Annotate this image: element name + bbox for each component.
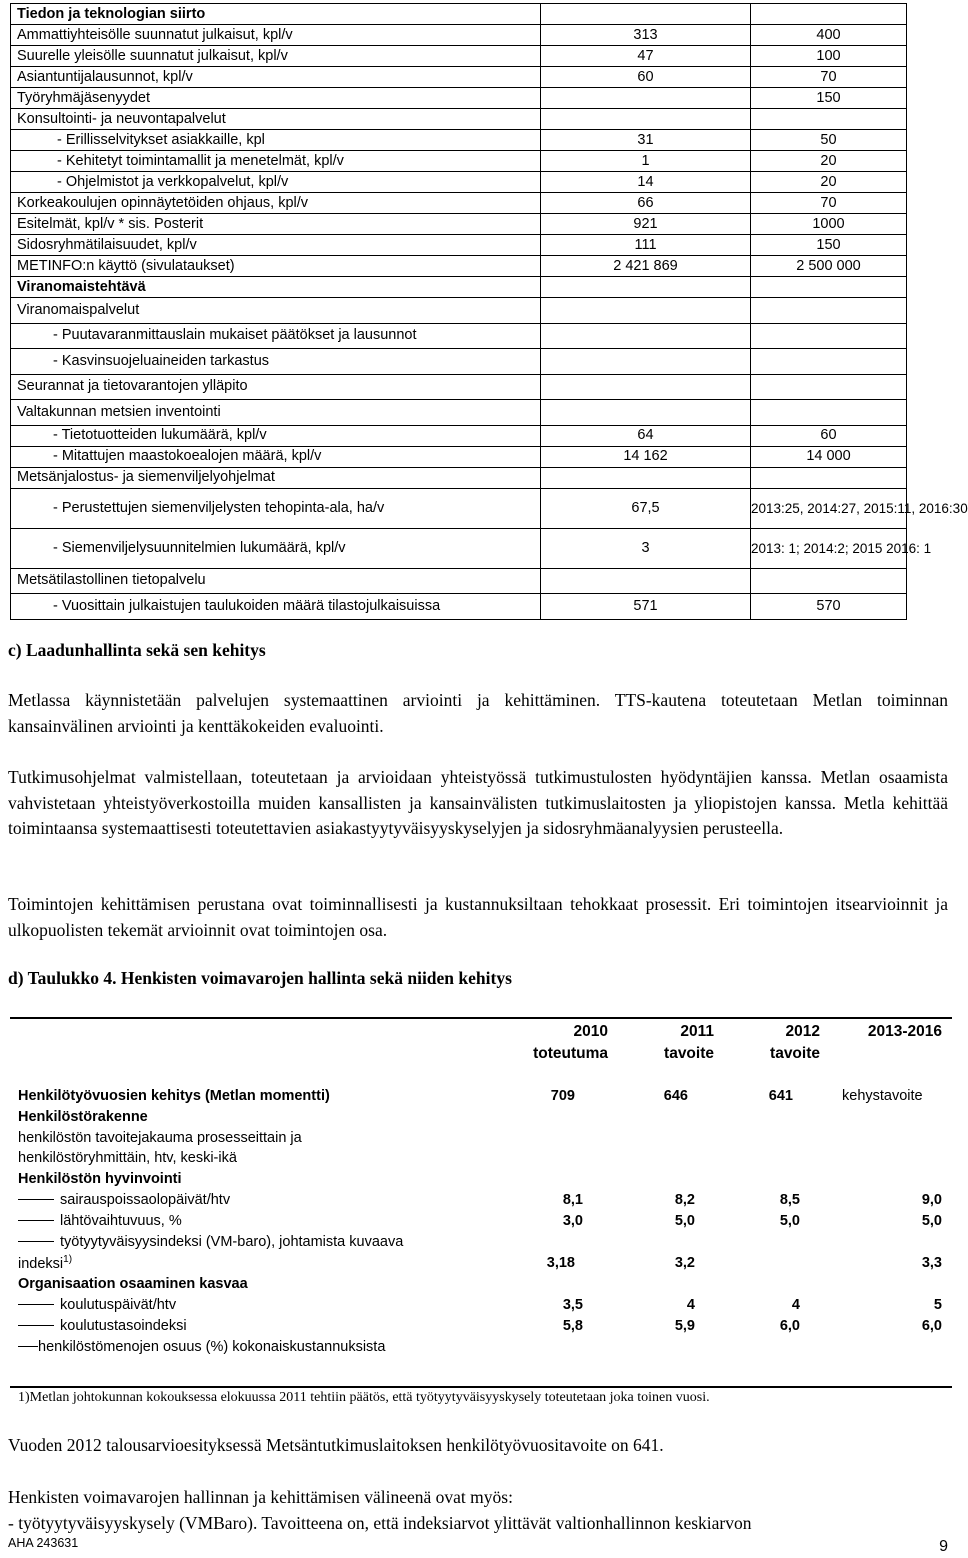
row-label: - Mitattujen maastokoealojen määrä, kpl/v [11, 446, 541, 467]
row-label-text: työtyytyväisyysindeksi (VM-baro), johtamista kuvaava [60, 1234, 404, 1250]
table-bottom-rule [10, 1386, 952, 1388]
value-2010: 1 [541, 151, 751, 172]
value-target: 14 000 [751, 446, 907, 467]
row-value: 8,2 [674, 1192, 695, 1208]
value-2010: 2 421 869 [541, 256, 751, 277]
row-label: Suurelle yleisölle suunnatut julkaisut, kpl/v [11, 46, 541, 67]
row-label: Henkilötyövuosien kehitys (Metlan momentti) [18, 1088, 330, 1104]
paragraph-tools-line2: - työtyytyväisyyskysely (VMBaro). Tavoitteena on, että indeksiarvot ylittävät valtionhallinnon keskiarvon [8, 1512, 752, 1533]
row-label: - Vuosittain julkaistujen taulukoiden määrä tilastojulkaisuissa [11, 594, 541, 620]
paragraph-tools [8, 1485, 948, 1536]
row-label: - Perustettujen siemenviljelysten tehopinta-ala, ha/v [11, 488, 541, 528]
value-2010: 60 [541, 67, 751, 88]
col-header-type: tavoite [664, 1045, 714, 1062]
row-value: 3,5 [562, 1297, 583, 1313]
row-value: 3,18 [546, 1255, 575, 1271]
value-target: 50 [751, 130, 907, 151]
row-value: 5,0 [921, 1213, 942, 1229]
row-label: Konsultointi- ja neuvontapalvelut [11, 109, 541, 130]
col-header-2012 [736, 1021, 820, 1065]
row-value: 4 [686, 1297, 695, 1313]
table-row [11, 594, 907, 620]
row-value: 8,5 [779, 1192, 800, 1208]
value-target: 1000 [751, 214, 907, 235]
value-2010: 31 [541, 130, 751, 151]
footnote-marker: 1) [63, 1254, 73, 1265]
row-label-text: koulutustasoindeksi [60, 1318, 187, 1334]
value-2010 [541, 568, 751, 594]
col-header-2010 [518, 1021, 608, 1065]
table-row [11, 467, 907, 488]
row-label: Valtakunnan metsien inventointi [11, 400, 541, 426]
row-label-text: sairauspoissaolopäivät/htv [60, 1192, 231, 1208]
row-label: Viranomaistehtävä [11, 277, 541, 298]
value-2010 [541, 349, 751, 375]
value-2010: 313 [541, 25, 751, 46]
row-label: Metsänjalostus- ja siemenviljelyohjelmat [11, 467, 541, 488]
row-value: 6,0 [779, 1318, 800, 1334]
row-label: Esitelmät, kpl/v * sis. Posterit [11, 214, 541, 235]
paragraph-htv-target: Vuoden 2012 talousarvioesityksessä Metsäntutkimuslaitoksen henkilötyövuositavoite on 641. [8, 1435, 664, 1455]
value-2010 [541, 467, 751, 488]
value-target: 150 [751, 235, 907, 256]
value-target: 400 [751, 25, 907, 46]
row-label: - Ohjelmistot ja verkkopalvelut, kpl/v [11, 172, 541, 193]
value-target [751, 467, 907, 488]
value-target [751, 109, 907, 130]
row-label: Metsätilastollinen tietopalvelu [11, 568, 541, 594]
document-code: AHA 243631 [8, 1536, 79, 1550]
value-target [751, 349, 907, 375]
col-header-year: 2011 [680, 1023, 714, 1040]
value-2010 [541, 109, 751, 130]
table-row [11, 277, 907, 298]
value-target [751, 374, 907, 400]
table-row [11, 67, 907, 88]
table-row [11, 151, 907, 172]
row-label: Tiedon ja teknologian siirto [11, 4, 541, 25]
dash-line [18, 1346, 38, 1347]
value-target [751, 277, 907, 298]
row-value: 3,2 [674, 1255, 695, 1271]
value-2010: 47 [541, 46, 751, 67]
table-row [11, 298, 907, 324]
paragraph-quality-1: Metlassa käynnistetään palvelujen systemaattinen arviointi ja kehittäminen. TTS-kautena toteutetaan Metlan toiminnan kansainvälinen arviointi ja kenttäkokeiden evaluointi. [8, 690, 948, 736]
table-row [11, 425, 907, 446]
row-label: - Siemenviljelysuunnitelmien lukumäärä, kpl/v [11, 528, 541, 568]
row-value: 5 [933, 1297, 942, 1313]
value-target: 70 [751, 193, 907, 214]
table-row [11, 400, 907, 426]
row-value: 5,9 [674, 1318, 695, 1334]
table-row [11, 446, 907, 467]
value-target [751, 298, 907, 324]
table-row [11, 214, 907, 235]
col-header-2013-2016 [840, 1021, 942, 1043]
table-row [11, 130, 907, 151]
table-row [11, 109, 907, 130]
value-target: 570 [751, 594, 907, 620]
value-2010 [541, 277, 751, 298]
row-label: Henkilöstörakenne [18, 1109, 148, 1125]
value-2010 [541, 298, 751, 324]
table-row [11, 172, 907, 193]
paragraph-tools-line1: Henkisten voimavarojen hallinnan ja kehittämisen välineenä ovat myös: [8, 1487, 513, 1507]
value-target: 2013: 1; 2014:2; 2015 2016: 1 [751, 528, 907, 568]
value-target [751, 568, 907, 594]
value-2010: 3 [541, 528, 751, 568]
value-2010: 66 [541, 193, 751, 214]
table-row [11, 25, 907, 46]
value-target: 2 500 000 [751, 256, 907, 277]
value-target [751, 323, 907, 349]
value-target: 2013:25, 2014:27, 2015:11, 2016:30 [751, 488, 907, 528]
row-value: 6,0 [921, 1318, 942, 1334]
value-2010 [541, 400, 751, 426]
row-value: 3,0 [562, 1213, 583, 1229]
row-label [18, 1211, 182, 1231]
table-row [11, 46, 907, 67]
row-label: Asiantuntijalausunnot, kpl/v [11, 67, 541, 88]
row-label [18, 1190, 230, 1210]
value-2010: 571 [541, 594, 751, 620]
value-target: 100 [751, 46, 907, 67]
table-row [11, 4, 907, 25]
table-row [11, 349, 907, 375]
row-value: 5,0 [674, 1213, 695, 1229]
value-target: 20 [751, 151, 907, 172]
value-2010: 14 162 [541, 446, 751, 467]
table-row [11, 256, 907, 277]
value-target: 20 [751, 172, 907, 193]
table-row [11, 374, 907, 400]
row-label: Seurannat ja tietovarantojen ylläpito [11, 374, 541, 400]
row-label: Työryhmäjäsenyydet [11, 88, 541, 109]
section-c-heading: c) Laadunhallinta sekä sen kehitys [8, 640, 266, 660]
row-label: Viranomaispalvelut [11, 298, 541, 324]
value-2010 [541, 4, 751, 25]
row-label-text: koulutuspäivät/htv [60, 1297, 177, 1313]
row-value: 3,3 [921, 1255, 942, 1271]
table-row [11, 488, 907, 528]
col-header-2011 [630, 1021, 714, 1065]
row-value: 4 [791, 1297, 800, 1313]
value-2010: 14 [541, 172, 751, 193]
row-label: henkilöstöryhmittäin, htv, keski-ikä [18, 1150, 237, 1166]
table-row [11, 88, 907, 109]
table-row [11, 528, 907, 568]
row-value: 709 [550, 1088, 575, 1104]
row-label: Henkilöstön hyvinvointi [18, 1171, 182, 1187]
row-label: - Kasvinsuojeluaineiden tarkastus [11, 349, 541, 375]
value-target: 150 [751, 88, 907, 109]
paragraph-quality-3: Toimintojen kehittämisen perustana ovat toiminnallisesti ja kustannuksiltaan tehokkaat prosessit. Eri toimintojen itsearvioinnit ja ulkopuolisten tekemät arvioinnit ovat toimintojen osa. [8, 894, 948, 940]
row-value: 646 [663, 1088, 688, 1104]
value-target: 60 [751, 425, 907, 446]
footnote: 1)Metlan johtokunnan kokouksessa elokuussa 2011 tehtiin päätös, että työtyytyväisyyskysely toteutetaan joka toinen vuosi. [18, 1390, 710, 1405]
row-label [18, 1337, 385, 1357]
value-2010: 64 [541, 425, 751, 446]
row-label: Sidosryhmätilaisuudet, kpl/v [11, 235, 541, 256]
value-target: 70 [751, 67, 907, 88]
row-label: - Puutavaranmittauslain mukaiset päätökset ja lausunnot [11, 323, 541, 349]
row-label [18, 1232, 403, 1252]
value-2010: 921 [541, 214, 751, 235]
col-header-year: 2010 [573, 1023, 608, 1040]
table-row [11, 235, 907, 256]
row-label [18, 1316, 187, 1336]
table-top-rule [10, 1017, 952, 1019]
row-label: METINFO:n käyttö (sivulataukset) [11, 256, 541, 277]
value-target [751, 400, 907, 426]
row-value: 9,0 [921, 1192, 942, 1208]
row-value: 641 [768, 1088, 793, 1104]
table-row [11, 323, 907, 349]
row-label-text: lähtövaihtuvuus, % [60, 1213, 182, 1229]
value-2010 [541, 88, 751, 109]
row-label: - Erillisselvitykset asiakkaille, kpl [11, 130, 541, 151]
row-label [18, 1295, 176, 1315]
page-number: 9 [939, 1538, 948, 1555]
col-header-year: 2012 [785, 1023, 820, 1040]
paragraph-quality-2: Tutkimusohjelmat valmistellaan, toteutetaan ja arvioidaan yhteistyössä tutkimustulosten hyödyntäjien kanssa. Metlan osaamista vahvistetaan yhteistyöverkostoilla muiden kansallisten ja kansainvälisten tutkimuslaitosten ja yliopistojen kanssa. Metla kehittää toimintaansa systemaattisesti toteutettavien asiakastyytyväisyyskyselyjen ja sidosryhmäanalyysien perusteella. [8, 767, 948, 838]
value-2010: 111 [541, 235, 751, 256]
value-target [751, 4, 907, 25]
value-2010 [541, 323, 751, 349]
row-value: 8,1 [562, 1192, 583, 1208]
row-label: - Kehitetyt toimintamallit ja menetelmät, kpl/v [11, 151, 541, 172]
row-value-text: kehystavoite [842, 1088, 923, 1104]
row-label: Korkeakoulujen opinnäytetöiden ohjaus, kpl/v [11, 193, 541, 214]
row-label: henkilöstön tavoitejakauma prosesseittain ja [18, 1130, 302, 1146]
row-label-text: henkilöstömenojen osuus (%) kokonaiskustannuksista [38, 1339, 386, 1355]
col-header-type: toteutuma [533, 1045, 608, 1062]
row-value: 5,0 [779, 1213, 800, 1229]
col-header-type: tavoite [770, 1045, 820, 1062]
row-label-text: indeksi [18, 1255, 64, 1272]
col-header-year: 2013-2016 [867, 1023, 942, 1040]
indicator-table [10, 3, 968, 620]
row-value: 5,8 [562, 1318, 583, 1334]
table-row [11, 193, 907, 214]
value-2010 [541, 374, 751, 400]
section-d-heading: d) Taulukko 4. Henkisten voimavarojen hallinta sekä niiden kehitys [8, 968, 512, 988]
row-label: - Tietotuotteiden lukumäärä, kpl/v [11, 425, 541, 446]
table-row [11, 568, 907, 594]
row-label [18, 1250, 72, 1274]
value-2010: 67,5 [541, 488, 751, 528]
row-label: Ammattiyhteisölle suunnatut julkaisut, kpl/v [11, 25, 541, 46]
row-label: Organisaation osaaminen kasvaa [18, 1276, 248, 1292]
